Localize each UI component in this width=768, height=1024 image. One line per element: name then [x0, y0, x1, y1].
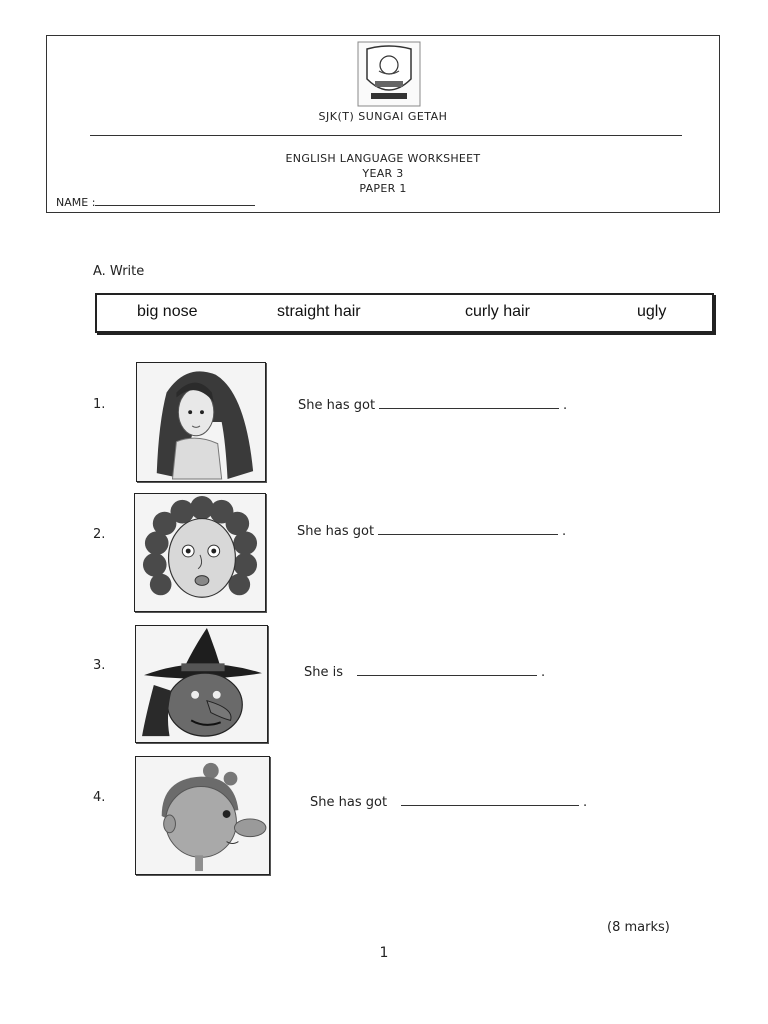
word-curly-hair: curly hair — [465, 303, 530, 320]
question-4-sentence — [310, 794, 587, 810]
worksheet-title: ENGLISH LANGUAGE WORKSHEET — [285, 152, 481, 165]
word-ugly: ugly — [637, 303, 667, 320]
question-1-text: She has got — [298, 398, 376, 413]
question-3-answer-blank[interactable] — [357, 664, 537, 676]
witch-icon — [135, 625, 268, 743]
question-4-number: 4. — [93, 790, 106, 805]
question-1-number: 1. — [93, 397, 106, 412]
question-2-number: 2. — [93, 527, 106, 542]
question-2-end: . — [562, 524, 567, 539]
question-2-answer-blank[interactable] — [378, 523, 558, 535]
word-big-nose: big nose — [137, 303, 198, 320]
question-4-end: . — [583, 795, 588, 810]
question-2-text: She has got — [297, 524, 375, 539]
question-3-sentence — [304, 664, 545, 680]
question-1-sentence — [298, 397, 567, 413]
girl-straight-hair-icon — [136, 362, 266, 482]
worksheet-paper: PAPER 1 — [359, 182, 407, 195]
question-2-sentence — [297, 523, 566, 539]
word-straight-hair: straight hair — [277, 303, 361, 320]
header-divider — [90, 135, 682, 136]
girl-curly-hair-icon — [134, 493, 266, 612]
name-field[interactable] — [95, 195, 255, 206]
page-number: 1 — [379, 945, 389, 961]
word-bank — [95, 293, 714, 333]
school-crest-icon — [357, 41, 421, 107]
section-title: A. Write — [93, 264, 145, 279]
school-name: SJK(T) SUNGAI GETAH — [318, 110, 448, 123]
name-label: NAME : — [56, 196, 96, 209]
marks-total: (8 marks) — [607, 920, 670, 935]
name-row — [56, 195, 255, 209]
question-3-text: She is — [304, 665, 344, 680]
question-4-text: She has got — [310, 795, 388, 810]
question-4-answer-blank[interactable] — [401, 794, 579, 806]
worksheet-year: YEAR 3 — [362, 167, 404, 180]
question-3-number: 3. — [93, 658, 106, 673]
question-1-end: . — [563, 398, 568, 413]
question-3-end: . — [541, 665, 546, 680]
header-box — [46, 35, 720, 213]
question-1-answer-blank[interactable] — [379, 397, 559, 409]
girl-big-nose-icon — [135, 756, 270, 875]
